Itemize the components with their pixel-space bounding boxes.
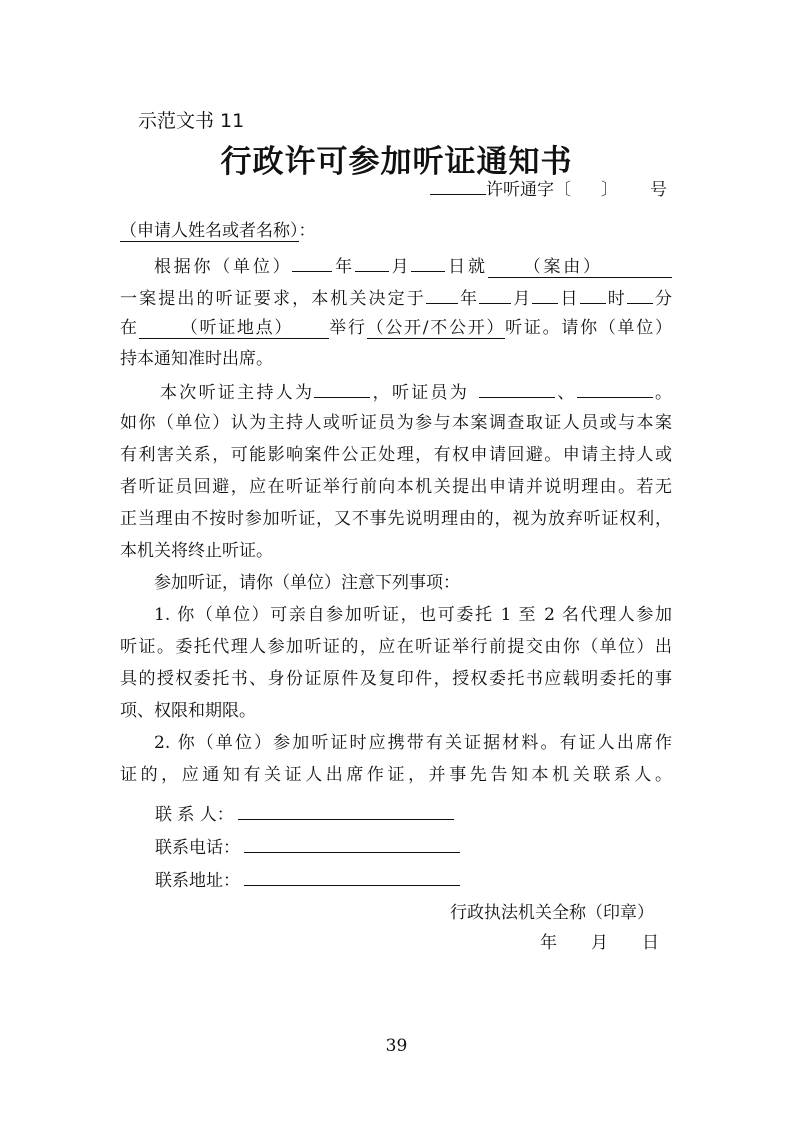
list-item-line: 具的授权委托书、身份证原件及复印件，授权委托书应载明委托的事 <box>120 669 672 689</box>
signature-line: 行政执法机关全称（印章） <box>450 903 654 923</box>
paragraph-line: 正当理由不按时参加听证，又不事先说明理由的，视为放弃听证权利， <box>120 509 672 529</box>
blank[interactable] <box>411 254 445 272</box>
open-field[interactable]: （公开/不公开） <box>366 318 506 338</box>
place-field[interactable]: （听证地点） <box>139 318 329 339</box>
paragraph-line: 有利害关系，可能影响案件公正处理，有权申请回避。申请主持人或 <box>120 445 672 465</box>
paragraph-line: 本次听证主持人为 ，听证员为 、 。 <box>120 380 672 404</box>
list-item-line: 听证。委托代理人参加听证的，应在听证举行前提交由你（单位）出 <box>120 637 672 657</box>
contact-address: 联系地址： <box>155 868 707 892</box>
date-line: 年 月 日 <box>540 933 659 953</box>
paragraph-line: 参加听证，请你（单位）注意下列事项： <box>154 573 460 593</box>
officer-blank[interactable] <box>479 380 555 398</box>
blank[interactable] <box>532 286 558 304</box>
blank[interactable] <box>430 177 486 195</box>
blank[interactable] <box>426 286 458 304</box>
contact-address-blank[interactable] <box>244 868 460 886</box>
document-title: 行政许可参加听证通知书 <box>220 144 573 180</box>
paragraph-line: 一案提出的听证要求，本机关决定于 年 月 日 时 分 <box>120 286 672 310</box>
list-item-line: 证的，应通知有关证人出席作证，并事先告知本机关联系人。 <box>120 765 672 785</box>
applicant-name[interactable]: （申请人姓名或者名称） <box>120 221 299 241</box>
paragraph-line: 持本通知准时出席。 <box>120 349 273 369</box>
paragraph-line: 根据你（单位） 年 月 日就 （案由） <box>120 254 672 278</box>
blank[interactable] <box>479 286 511 304</box>
blank[interactable] <box>292 254 332 272</box>
blank[interactable] <box>627 286 653 304</box>
paragraph-line: 本机关将终止听证。 <box>120 541 273 561</box>
list-item-line: 项、权限和期限。 <box>120 701 256 721</box>
document-heading: 示范文书 11 <box>138 110 245 132</box>
paragraph-line: 如你（单位）认为主持人或听证员为参与本案调查取证人员或与本案 <box>120 413 672 433</box>
page-number: 39 <box>385 1036 408 1056</box>
contact-person: 联 系 人： <box>155 802 707 826</box>
host-blank[interactable] <box>314 380 370 398</box>
paragraph-line: 者听证员回避，应在听证举行前向本机关提出申请并说明理由。若无 <box>120 477 672 497</box>
contact-person-blank[interactable] <box>238 802 454 820</box>
blank[interactable] <box>355 254 389 272</box>
list-item-line: 1. 你（单位）可亲自参加听证，也可委托 1 至 2 名代理人参加 <box>154 605 672 625</box>
officer-blank[interactable] <box>577 380 653 398</box>
list-item-line: 2. 你（单位）参加听证时应携带有关证据材料。有证人出席作 <box>154 733 672 753</box>
blank[interactable] <box>580 286 606 304</box>
case-field[interactable]: （案由） <box>488 257 672 278</box>
paragraph-line: 在 （听证地点） 举行（公开/不公开）听证。请你（单位） <box>120 318 673 338</box>
reference-number: 许听通字〔 〕 号 <box>430 177 680 201</box>
contact-phone-blank[interactable] <box>244 835 460 853</box>
applicant-line: （申请人姓名或者名称）： <box>120 221 316 241</box>
contact-phone: 联系电话： <box>155 835 707 859</box>
